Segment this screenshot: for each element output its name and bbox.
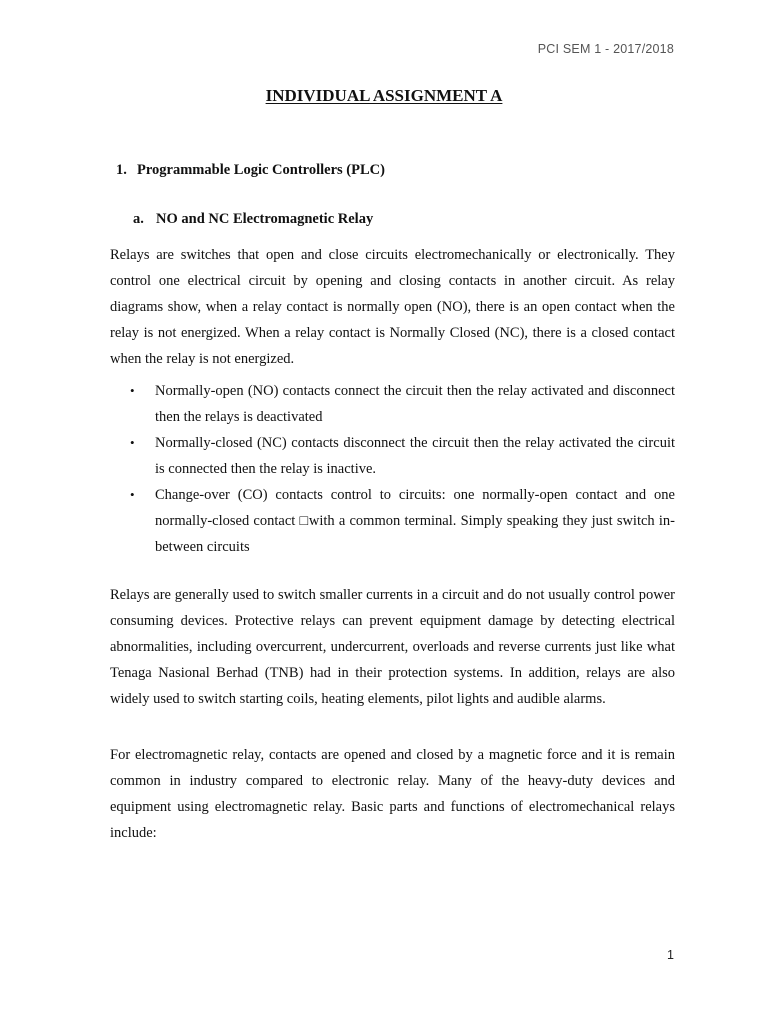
section-title: Programmable Logic Controllers (PLC) xyxy=(137,162,385,178)
bullet-item xyxy=(110,482,675,560)
subsection-title: NO and NC Electromagnetic Relay xyxy=(156,211,374,227)
section-heading xyxy=(116,162,385,179)
paragraph-electromagnetic-relay: For electromagnetic relay, contacts are opened and closed by a magnetic force and it is remain common in industry compared to electronic relay. Many of the heavy-duty devices and equipment using electromagnetic relay. Basic parts and functions of electromechanical relays include: xyxy=(110,747,675,841)
bullet-dot-icon: • xyxy=(130,383,135,398)
bullet-item xyxy=(110,430,675,482)
subsection-heading xyxy=(133,211,373,228)
subsection-letter: a. xyxy=(133,211,144,227)
paragraph-relay-uses: Relays are generally used to switch smaller currents in a circuit and do not usually control power consuming devices. Protective relays can prevent equipment damage by detecting electrical abnormalities, including overcurrent, undercurrent, overloads and reverse currents just like what Tenaga Nasional Berhad (TNB) had in their protection systems. In addition, relays are also widely used to switch starting coils, heating elements, pilot lights and audible alarms. xyxy=(110,587,675,707)
bullet-dot-icon: • xyxy=(130,435,135,450)
document-title: INDIVIDUAL ASSIGNMENT A xyxy=(265,86,503,105)
bullet-list xyxy=(110,378,675,560)
header-course-note: PCI SEM 1 - 2017/2018 xyxy=(537,42,674,56)
bullet-text: Normally-closed (NC) contacts disconnect the circuit then the relay activated the circuit is connected then the relay is inactive. xyxy=(155,435,675,477)
paragraph-relay-intro: Relays are switches that open and close circuits electromechanically or electronically. They control one electrical circuit by opening and closing contacts in another circuit. As relay diagrams show, when a relay contact is normally open (NO), there is an open contact when the relay is not energized. When a relay contact is Normally Closed (NC), there is a closed contact when the relay is not energized. xyxy=(110,247,675,367)
bullet-text: Change-over (CO) contacts control to circuits: one normally-open contact and one normally-closed contact □with a common terminal. Simply speaking they just switch in-between circuits xyxy=(155,487,675,555)
bullet-dot-icon: • xyxy=(130,487,135,502)
bullet-text: Normally-open (NO) contacts connect the circuit then the relay activated and disconnect then the relays is deactivated xyxy=(155,383,675,425)
page-number: 1 xyxy=(667,948,674,962)
section-number: 1. xyxy=(116,162,127,178)
bullet-item xyxy=(110,378,675,430)
